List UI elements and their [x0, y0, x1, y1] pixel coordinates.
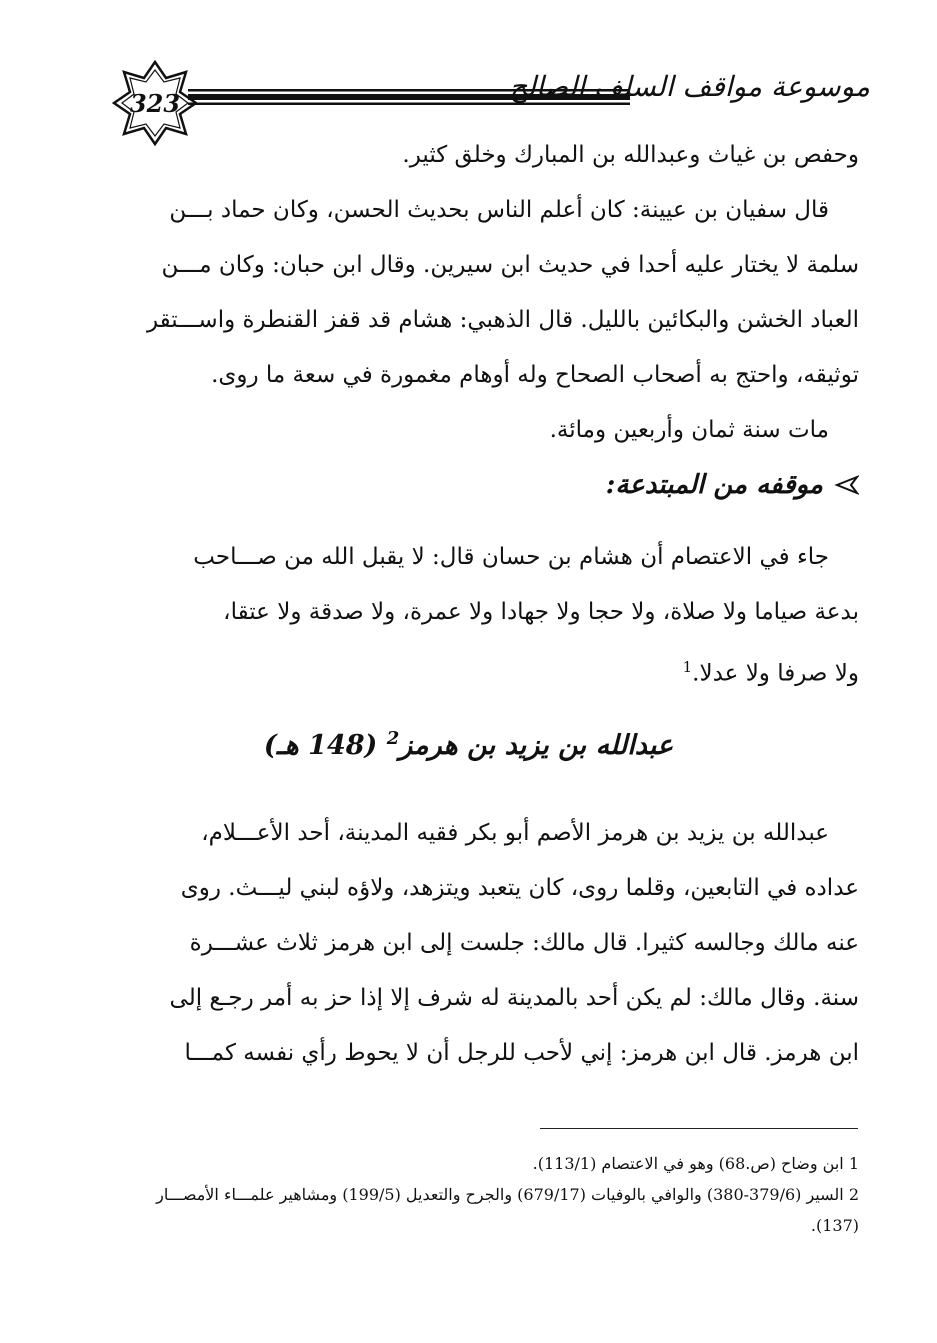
text-line: عداده في التابعين، وقلما روى، كان يتعبد ويتزهد، ولاؤه لبني ليـــث. روى — [180, 875, 859, 901]
footnotes — [77, 1148, 859, 1241]
biography-date: (148 هـ) — [263, 730, 378, 761]
section-heading-text: موقفه من المبتدعة: — [605, 470, 823, 500]
footnote-2-continued: (137). — [810, 1216, 859, 1235]
footnote-separator — [540, 1128, 858, 1129]
text-line: وحفص بن غياث وعبدالله بن المبارك وخلق كثير. — [402, 142, 859, 168]
paragraph-block-biography — [77, 806, 859, 1081]
text-line: ابن هرمز. قال ابن هرمز: إني لأحب للرجل أن لا يحوط رأي نفسه كمـــا — [184, 1040, 859, 1066]
text-line: قال سفيان بن عيينة: كان أعلم الناس بحديث الحسن، وكان حماد بـــن — [169, 197, 829, 223]
text-line-with-footnote — [77, 640, 859, 695]
section-heading — [77, 470, 859, 500]
paragraph-block-top — [77, 128, 859, 458]
footnote-ref-2[interactable]: 2 — [386, 728, 400, 749]
text-line: ولا صرفا ولا عدلا. — [692, 660, 859, 687]
text-line: عنه مالك وجالسه كثيرا. قال مالك: جلست إلى ابن هرمز ثلاث عشـــرة — [189, 930, 859, 956]
footnote-1: 1 ابن وضاح (ص.68) وهو في الاعتصام (113/1). — [532, 1154, 859, 1173]
text-line: العباد الخشن والبكائين بالليل. قال الذهبي: هشام قد قفز القنطرة واســـتقر — [146, 307, 859, 333]
footnote-2: 2 السير (379/6-380) والوافي بالوفيات (679/17) والجرح والتعديل (199/5) ومشاهير علمـــاء الأمصـــار — [156, 1185, 859, 1204]
footnote-ref-1[interactable]: 1 — [682, 658, 693, 676]
header-title: موسوعة مواقف السلف الصالح — [509, 70, 870, 103]
text-line: سنة. وقال مالك: لم يكن أحد بالمدينة له شرف إلا إذا حز به أمر رجـع إلى — [169, 985, 859, 1011]
text-line: سلمة لا يختار عليه أحدا في حديث ابن سيرين. وقال ابن حبان: وكان مـــن — [161, 252, 859, 278]
paragraph-block-middle — [77, 530, 859, 695]
text-line: توثيقه، واحتج به أصحاب الصحاح وله أوهام مغمورة في سعة ما روى. — [211, 362, 859, 388]
biography-name: عبدالله بن يزيد بن هرمز — [399, 730, 674, 761]
text-line: جاء في الاعتصام أن هشام بن حسان قال: لا يقبل الله من صـــاحب — [193, 544, 829, 570]
page-number: 323 — [129, 88, 181, 118]
text-line: مات سنة ثمان وأربعين ومائة. — [549, 417, 829, 443]
biography-title — [0, 728, 937, 761]
text-line: عبدالله بن يزيد بن هرمز الأصم أبو بكر فقيه المدينة، أحد الأعـــلام، — [201, 820, 829, 846]
text-line: بدعة صياما ولا صلاة، ولا حجا ولا جهادا ولا عمرة، ولا صدقة ولا عتقا، — [223, 599, 859, 625]
arrow-bullet-icon — [833, 474, 859, 496]
